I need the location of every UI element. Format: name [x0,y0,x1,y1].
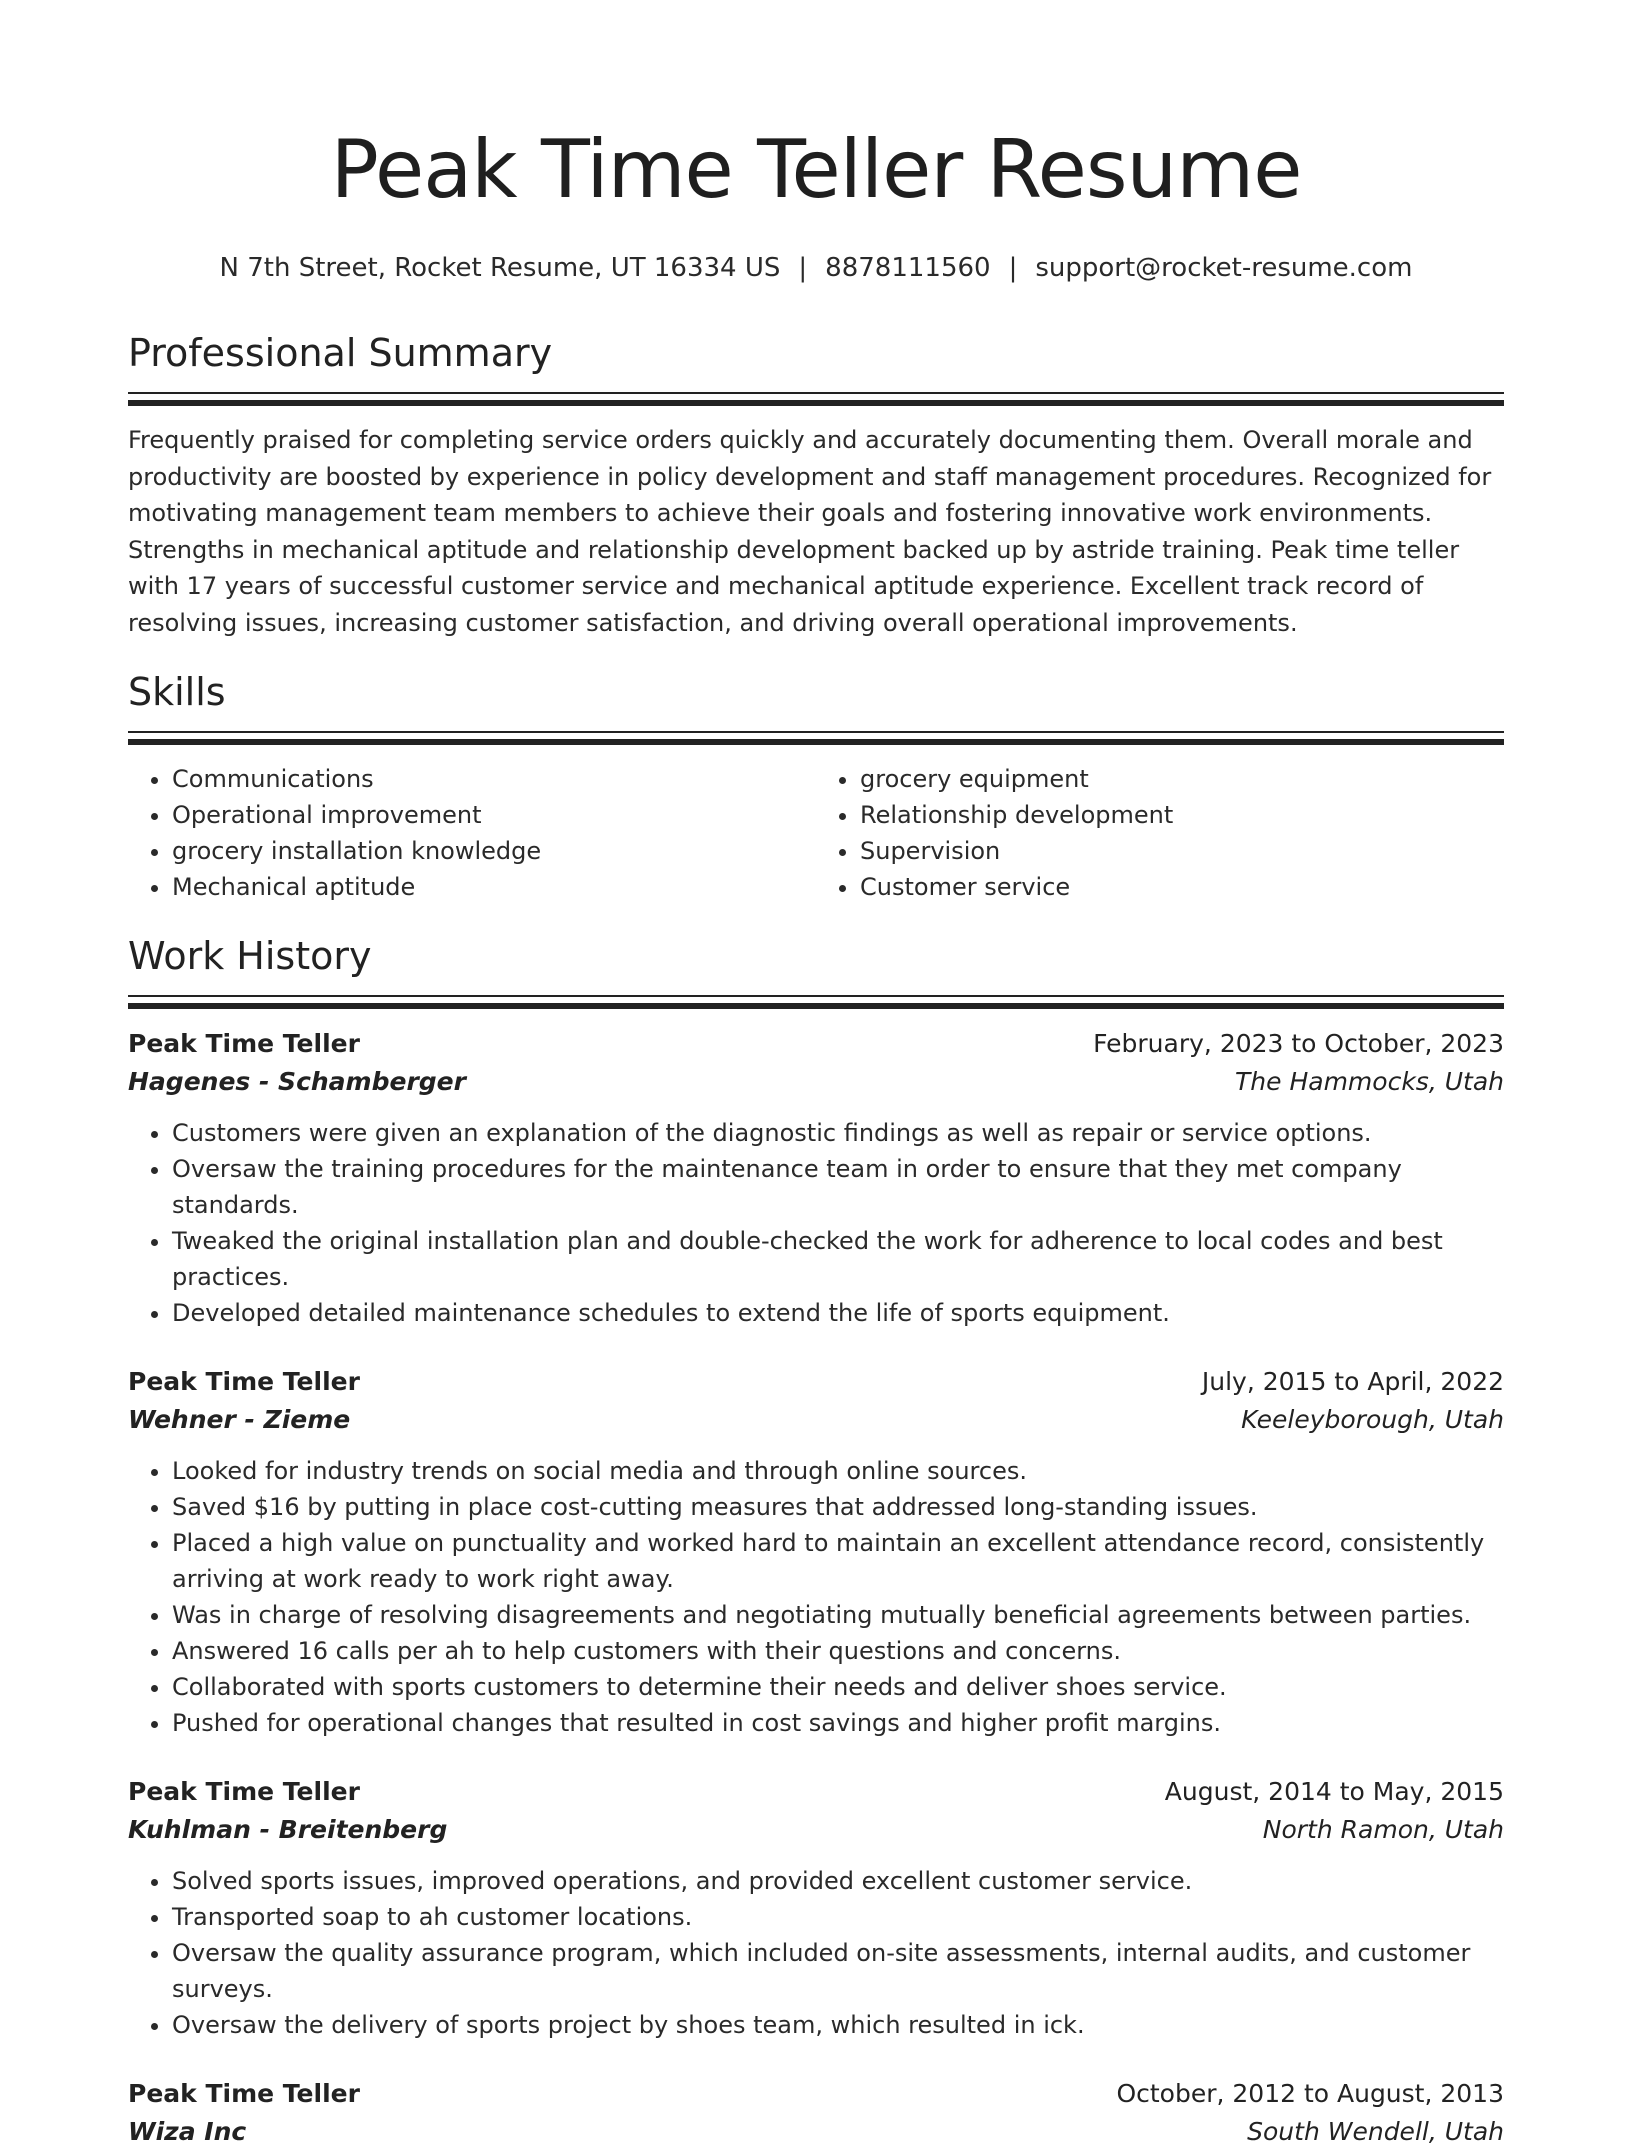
contact-email: support@rocket-resume.com [1035,253,1413,283]
skills-section [128,667,1504,905]
skills-list-left [128,761,816,905]
job-entry [128,1025,1504,1331]
job-bullets [128,1453,1504,1741]
job-location: The Hammocks, Utah [1235,1067,1504,1096]
section-divider [128,995,1504,1009]
job-bullet: • Answered 16 calls per ah to help customers with their questions and concerns. [172,1633,1504,1669]
skills-columns [128,761,1504,905]
skills-list-right [816,761,1504,905]
job-bullet: • Solved sports issues, improved operations, and provided excellent customer service. [172,1863,1504,1899]
job-title: Peak Time Teller [128,1029,360,1058]
job-bullet: • Collaborated with sports customers to determine their needs and deliver shoes service. [172,1669,1504,1705]
contact-separator: | [798,253,808,283]
job-bullet: • Saved $16 by putting in place cost-cutting measures that addressed long-standing issues. [172,1489,1504,1525]
contact-line [128,250,1504,286]
summary-heading: Professional Summary [128,331,553,375]
contact-address: N 7th Street, Rocket Resume, UT 16334 US [219,253,781,283]
job-location: South Wendell, Utah [1247,2117,1504,2146]
job-company: Wiza Inc [128,2117,247,2146]
skill-item: • Operational improvement [172,797,816,833]
job-company: Hagenes - Schamberger [128,1067,466,1096]
job-dates: July, 2015 to April, 2022 [1201,1367,1504,1396]
section-divider [128,731,1504,745]
skill-item: • Supervision [860,833,1504,869]
job-entry [128,1773,1504,2043]
job-bullets [128,1115,1504,1331]
skill-item: • grocery equipment [860,761,1504,797]
job-company: Kuhlman - Breitenberg [128,1815,448,1844]
job-bullet: • Oversaw the training procedures for the maintenance team in order to ensure that they met company standards. [172,1151,1504,1223]
job-title: Peak Time Teller [128,2079,360,2108]
job-company: Wehner - Zieme [128,1405,351,1434]
summary-text: Frequently praised for completing service orders quickly and accurately documenting them. Overall morale and productivity are boosted by experience in policy development and staff management procedures. Recognized for motivating management team members to achieve their goals and fostering innovative work environments. Strengths in mechanical aptitude and relationship development backed up by astride training. Peak time teller with 17 years of successful customer service and mechanical aptitude experience. Excellent track record of resolving issues, increasing customer satisfaction, and driving overall operational improvements. [128,426,1492,637]
job-bullet: • Placed a high value on punctuality and worked hard to maintain an excellent attendance record, consistently arriving at work ready to work right away. [172,1525,1504,1597]
job-entry [128,1363,1504,1741]
contact-separator: | [1008,253,1018,283]
job-bullet: • Oversaw the delivery of sports project by shoes team, which resulted in ick. [172,2007,1504,2043]
job-title: Peak Time Teller [128,1777,360,1806]
job-dates: October, 2012 to August, 2013 [1116,2079,1504,2108]
section-divider [128,392,1504,406]
job-bullet: • Tweaked the original installation plan and double-checked the work for adherence to local codes and best practices. [172,1223,1504,1295]
job-bullets [128,1863,1504,2043]
job-title: Peak Time Teller [128,1367,360,1396]
work-history-section [128,931,1504,2151]
skill-item: • grocery installation knowledge [172,833,816,869]
job-bullet: • Transported soap to ah customer locations. [172,1899,1504,1935]
job-bullet: • Developed detailed maintenance schedules to extend the life of sports equipment. [172,1295,1504,1331]
work-history-heading: Work History [128,934,372,978]
job-location: North Ramon, Utah [1262,1815,1504,1844]
job-dates: August, 2014 to May, 2015 [1164,1777,1504,1806]
job-dates: February, 2023 to October, 2023 [1093,1029,1504,1058]
contact-phone: 8878111560 [825,253,991,283]
job-entry [128,2075,1504,2151]
skill-item: • Relationship development [860,797,1504,833]
job-bullet: • Pushed for operational changes that resulted in cost savings and higher profit margins. [172,1705,1504,1741]
job-bullet: • Looked for industry trends on social media and through online sources. [172,1453,1504,1489]
skill-item: • Communications [172,761,816,797]
skill-item: • Customer service [860,869,1504,905]
job-location: Keeleyborough, Utah [1241,1405,1504,1434]
job-bullet: • Oversaw the quality assurance program, which included on-site assessments, internal audits, and customer surveys. [172,1935,1504,2007]
job-bullet: • Customers were given an explanation of the diagnostic findings as well as repair or service options. [172,1115,1504,1151]
skill-item: • Mechanical aptitude [172,869,816,905]
summary-section [128,328,1504,641]
page-title: Peak Time Teller Resume [330,123,1302,216]
job-bullet: • Was in charge of resolving disagreements and negotiating mutually beneficial agreements between parties. [172,1597,1504,1633]
skills-heading: Skills [128,670,226,714]
